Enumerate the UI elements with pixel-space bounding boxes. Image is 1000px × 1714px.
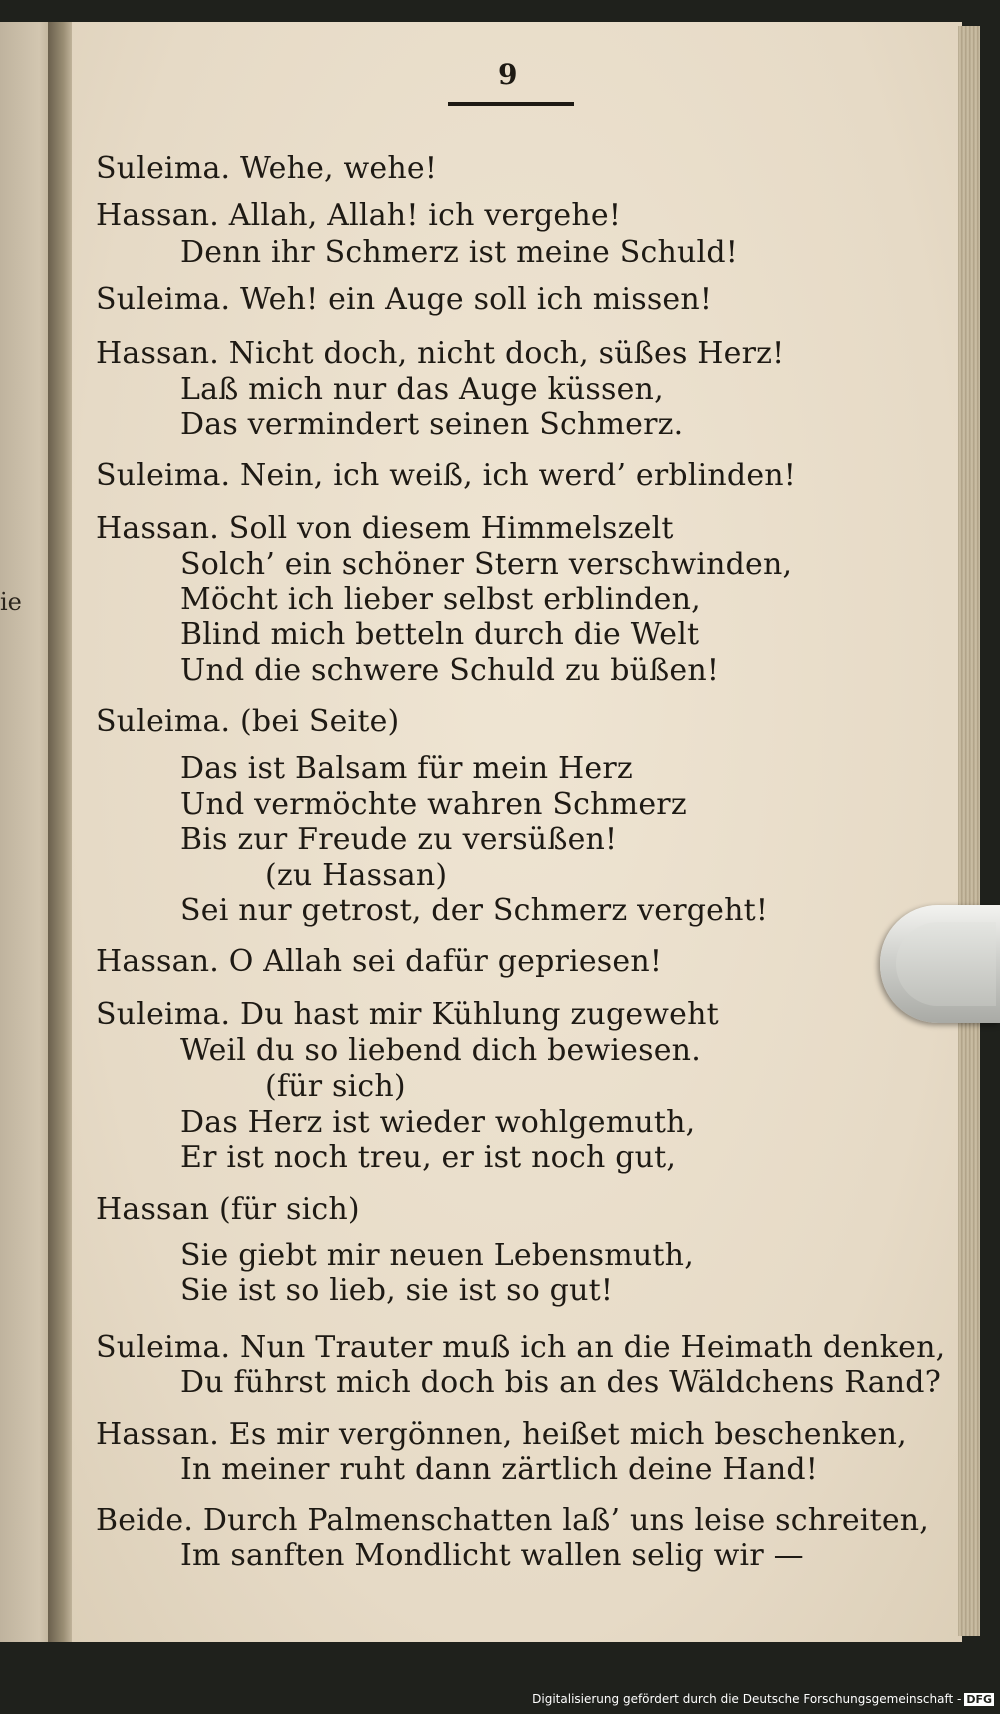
text-line: Suleima. Nun Trauter muß ich an die Heimath denken, (96, 1330, 946, 1365)
text-line: Suleima. (bei Seite) (96, 704, 400, 739)
text-line: Sei nur getrost, der Schmerz vergeht! (180, 893, 769, 928)
digitization-footer (532, 1692, 994, 1706)
text-line: Suleima. Weh! ein Auge soll ich missen! (96, 282, 713, 317)
book-gutter (48, 22, 74, 1642)
text-line: Das vermindert seinen Schmerz. (180, 407, 684, 442)
left-page-fragment: ie (0, 588, 22, 616)
text-line: Er ist noch treu, er ist noch gut, (180, 1140, 677, 1175)
text-line: Beide. Durch Palmenschatten laß’ uns leise schreiten, (96, 1503, 930, 1538)
text-line: (für sich) (265, 1069, 406, 1104)
text-line: Suleima. Du hast mir Kühlung zugeweht (96, 997, 719, 1032)
text-line: Hassan. Nicht doch, nicht doch, süßes Herz! (96, 336, 785, 371)
text-line: Weil du so liebend dich bewiesen. (180, 1033, 701, 1068)
text-line: Suleima. Wehe, wehe! (96, 151, 438, 186)
text-line: Sie ist so lieb, sie ist so gut! (180, 1273, 614, 1308)
text-line: Du führst mich doch bis an des Wäldchens Rand? (180, 1365, 941, 1400)
text-line: Im sanften Mondlicht wallen selig wir — (180, 1538, 804, 1573)
text-line: Und vermöchte wahren Schmerz (180, 787, 687, 822)
text-line: Möcht ich lieber selbst erblinden, (180, 582, 701, 617)
text-line: Sie giebt mir neuen Lebensmuth, (180, 1238, 694, 1273)
text-line: Das Herz ist wieder wohlgemuth, (180, 1105, 696, 1140)
dfg-logo: DFG (966, 1693, 992, 1706)
text-line: Blind mich betteln durch die Welt (180, 617, 700, 652)
text-line: Hassan (für sich) (96, 1192, 360, 1227)
text-line: Hassan. Es mir vergönnen, heißet mich beschenken, (96, 1417, 907, 1452)
page-number: 9 (498, 58, 518, 91)
footer-text: Digitalisierung gefördert durch die Deutsche Forschungsgemeinschaft - (532, 1692, 962, 1706)
text-line: Hassan. Soll von diesem Himmelszelt (96, 511, 674, 546)
text-line: Das ist Balsam für mein Herz (180, 751, 633, 786)
text-line: Denn ihr Schmerz ist meine Schuld! (180, 235, 738, 270)
text-line: Laß mich nur das Auge küssen, (180, 372, 664, 407)
text-line: (zu Hassan) (265, 858, 448, 893)
text-line: Und die schwere Schuld zu büßen! (180, 653, 720, 688)
text-line: Hassan. O Allah sei dafür gepriesen! (96, 944, 663, 979)
text-line: Bis zur Freude zu versüßen! (180, 822, 618, 857)
page-number-rule (448, 102, 574, 106)
page-edge (958, 26, 980, 1636)
text-line: In meiner ruht dann zärtlich deine Hand! (180, 1452, 819, 1487)
text-line: Hassan. Allah, Allah! ich vergehe! (96, 198, 622, 233)
text-line: Solch’ ein schöner Stern verschwinden, (180, 547, 793, 582)
text-line: Suleima. Nein, ich weiß, ich werd’ erblinden! (96, 458, 797, 493)
page-clip-highlight (896, 922, 996, 1006)
